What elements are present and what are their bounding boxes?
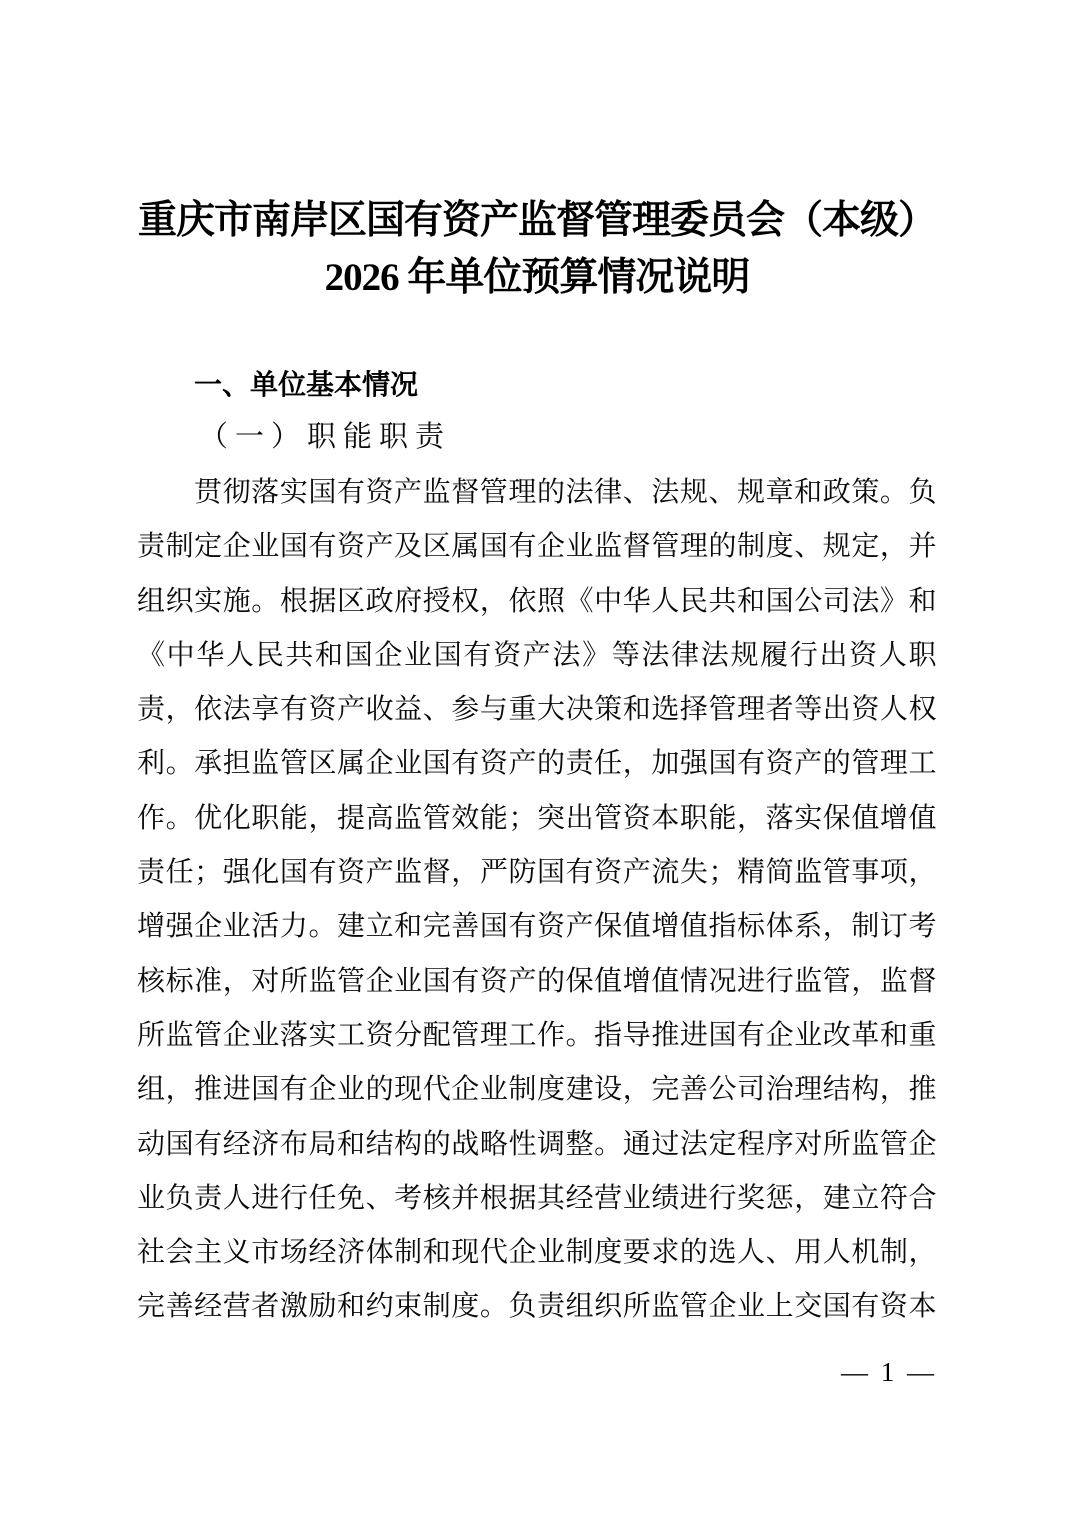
text-line: 组织实施。根据区政府授权，依照《中华人民共和国公司法》和 [137,585,937,617]
text-line: 动国有经济布局和结构的战略性调整。通过法定程序对所监管企 [137,1128,937,1160]
text-line: 责任；强化国有资产监督，严防国有资产流失；精简监管事项， [137,857,937,889]
document-title-line-1: 重庆市南岸区国有资产监督管理委员会（本级） [137,199,936,242]
text-line: 核标准，对所监管企业国有资产的保值增值情况进行监管，监督 [137,965,937,997]
subsection-heading-functions-duties: （一）职能职责 [199,421,452,453]
text-line: 贯彻落实国有资产监督管理的法律、法规、规章和政策。负 [194,477,937,508]
text-line: 组，推进国有企业的现代企业制度建设，完善公司治理结构，推 [137,1074,937,1106]
text-line: 完善经营者激励和约束制度。负责组织所监管企业上交国有资本 [137,1291,937,1323]
text-line: 社会主义市场经济体制和现代企业制度要求的选人、用人机制， [137,1237,937,1269]
section-heading-basic-information: 一、单位基本情况 [194,369,419,400]
text-line: 《中华人民共和国企业国有资产法》等法律法规履行出资人职 [137,639,937,671]
page-number: — 1 — [841,1357,937,1387]
document-title [137,192,937,306]
document-title-line-2: 2026 年单位预算情况说明 [324,256,750,299]
text-line: 业负责人进行任免、考核并根据其经营业绩进行奖惩，建立符合 [137,1182,937,1214]
text-line: 增强企业活力。建立和完善国有资产保值增值指标体系，制订考 [137,911,937,943]
text-line: 利。承担监管区属企业国有资产的责任，加强国有资产的管理工 [137,748,937,780]
text-line: 责，依法享有资产收益、参与重大决策和选择管理者等出资人权 [137,694,937,726]
text-line: 作。优化职能，提高监管效能；突出管资本职能，落实保值增值 [137,802,937,834]
text-line: 所监管企业落实工资分配管理工作。指导推进国有企业改革和重 [137,1019,937,1051]
text-line: 责制定企业国有资产及区属国有企业监督管理的制度、规定，并 [137,531,937,563]
paragraph-functions-duties [137,466,937,1335]
